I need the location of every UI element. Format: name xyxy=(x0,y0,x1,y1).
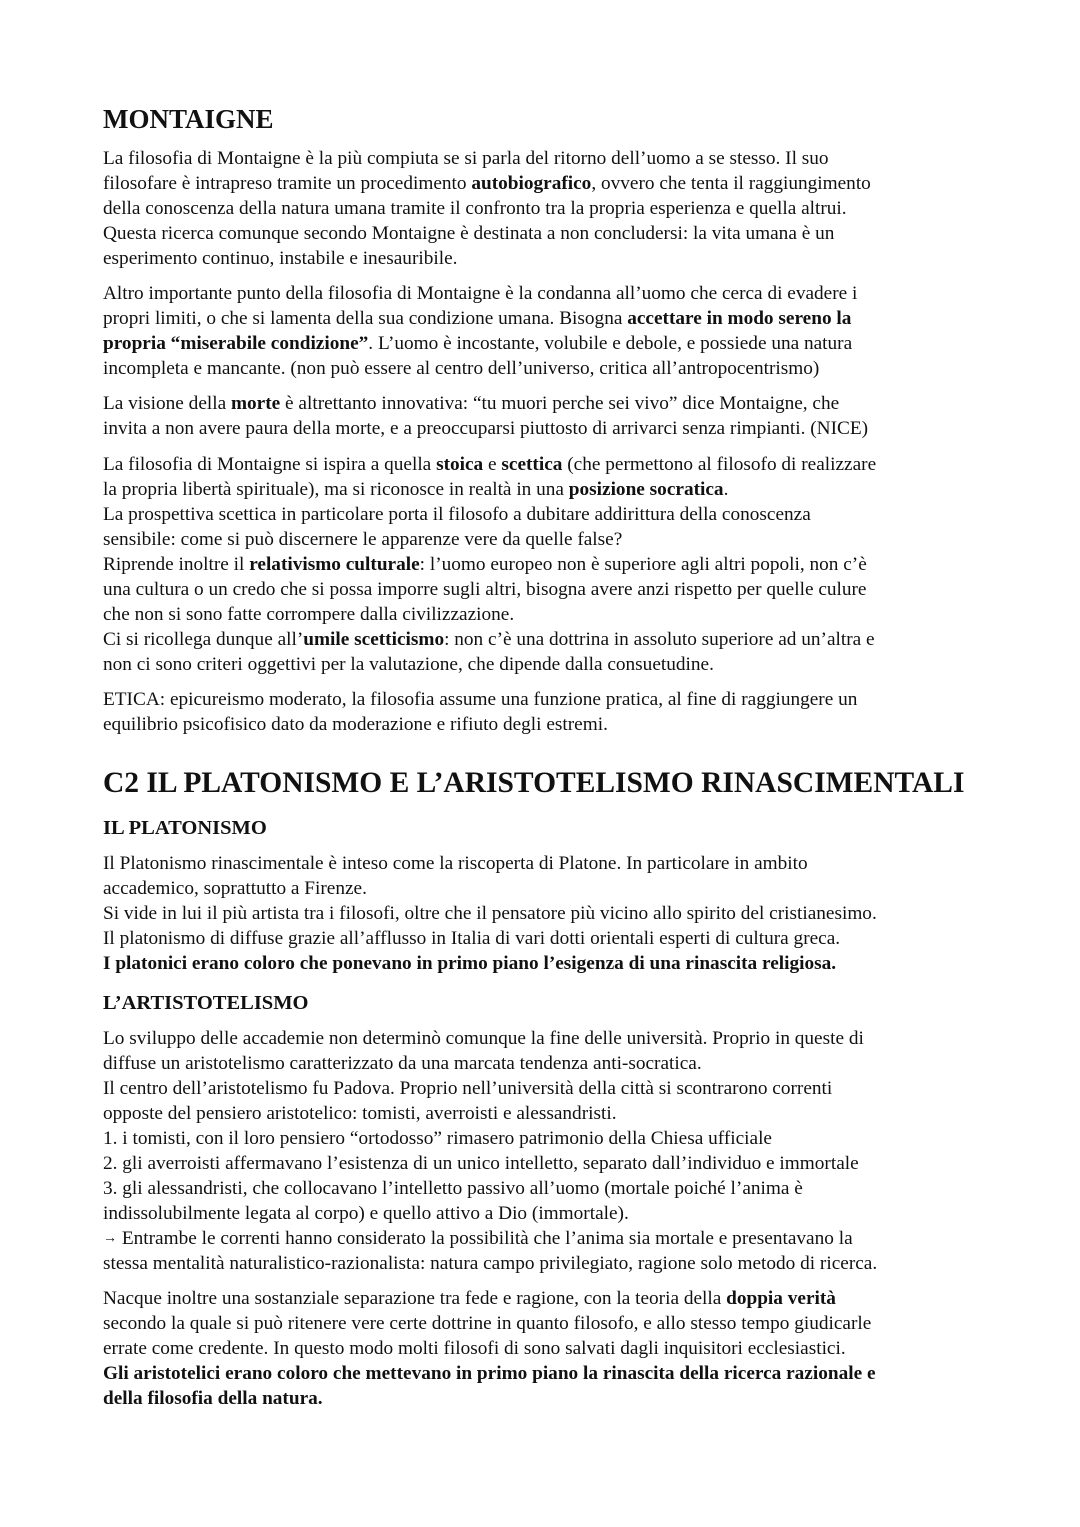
text-run: propri limiti, o che si lamenta della sua condizione umana. Bisogna xyxy=(103,308,628,329)
text-run: secondo la quale si può ritenere vere certe dottrine in quanto filosofo, e allo stesso tempo giudicarle xyxy=(103,1313,872,1334)
text-line xyxy=(103,1251,877,1276)
text-run: ETICA: epicureismo moderato, la filosofia assume una funzione pratica, al fine di raggiungere un xyxy=(103,689,858,710)
text-run: La filosofia di Montaigne è la più compiuta se si parla del ritorno dell’uomo a se stesso. Il suo xyxy=(103,148,829,169)
text-run: (che permettono al filosofo di realizzare xyxy=(562,454,877,475)
bold-text: morte xyxy=(230,393,281,414)
text-run: che non si sono fatte corrompere dalla civilizzazione. xyxy=(103,604,515,625)
text-line xyxy=(103,1176,803,1201)
text-line xyxy=(103,196,847,221)
bold-text: della filosofia della natura. xyxy=(103,1388,323,1409)
text-line xyxy=(103,331,852,356)
text-line xyxy=(103,602,514,627)
arrow-right-icon: → xyxy=(103,1231,117,1246)
text-line xyxy=(103,246,457,271)
text-run: stessa mentalità naturalistico-razionalista: natura campo privilegiato, ragione solo metodo di ricerca. xyxy=(103,1253,878,1274)
text-line xyxy=(103,687,857,712)
text-run: filosofare è intrapreso tramite un procedimento xyxy=(103,173,472,194)
text-run: diffuse un aristotelismo caratterizzato da una marcata tendenza anti-socratica. xyxy=(103,1053,702,1074)
text-run: 3. gli alessandristi, che collocavano l’intelletto passivo all’uomo (mortale poiché l’anima è xyxy=(103,1178,803,1199)
bold-text: autobiografico xyxy=(471,173,592,194)
bold-text: propria “miserabile condizione” xyxy=(103,333,369,354)
text-line xyxy=(103,502,811,527)
text-run: Lo sviluppo delle accademie non determinò comunque la fine delle università. Proprio in queste di xyxy=(103,1028,864,1049)
text-line xyxy=(103,652,714,677)
text-line xyxy=(103,712,608,737)
text-line xyxy=(103,876,367,901)
text-run: . L’uomo è incostante, volubile e debole, e possiede una natura xyxy=(368,333,853,354)
text-run: Riprende inoltre il xyxy=(103,554,250,575)
text-run: Nacque inoltre una sostanziale separazione tra fede e ragione, con la teoria della xyxy=(103,1288,727,1309)
text-line xyxy=(103,1311,871,1336)
bold-text: relativismo culturale xyxy=(249,554,420,575)
text-line xyxy=(103,1151,859,1176)
text-run: e xyxy=(483,454,502,475)
text-run: 1. i tomisti, con il loro pensiero “ortodosso” rimasero patrimonio della Chiesa ufficiale xyxy=(103,1128,772,1149)
text-run: Questa ricerca comunque secondo Montaigne è destinata a non concludersi: la vita umana è un xyxy=(103,223,835,244)
text-line xyxy=(103,356,819,381)
text-line xyxy=(103,146,829,171)
text-line xyxy=(103,477,728,502)
text-line xyxy=(103,951,836,976)
text-run: Il Platonismo rinascimentale è inteso come la riscoperta di Platone. In particolare in ambito xyxy=(103,853,808,874)
text-line xyxy=(103,1126,772,1151)
subsection-heading-aristotelismo: L’ARTISTOTELISMO xyxy=(103,992,309,1014)
text-run: accademico, soprattutto a Firenze. xyxy=(103,878,367,899)
text-line xyxy=(103,221,834,246)
text-line xyxy=(103,627,875,652)
text-line xyxy=(103,1361,876,1386)
bold-text: accettare in modo sereno la xyxy=(627,308,852,329)
text-run: La prospettiva scettica in particolare porta il filosofo a dubitare addirittura della conoscenza xyxy=(103,504,811,525)
text-line xyxy=(103,306,851,331)
text-run: . xyxy=(723,479,729,500)
text-run: della conoscenza della natura umana tramite il confronto tra la propria esperienza e quella altrui. xyxy=(103,198,847,219)
text-line xyxy=(103,452,876,477)
text-run: la propria libertà spirituale), ma si riconosce in realtà in una xyxy=(103,479,569,500)
text-run: errate come credente. In questo modo molti filosofi di sono salvati dagli inquisitori ecclesiastici. xyxy=(103,1338,846,1359)
text-run: 2. gli averroisti affermavano l’esistenza di un unico intelletto, separato dall’individuo e immortale xyxy=(103,1153,859,1174)
text-run: Il centro dell’aristotelismo fu Padova. Proprio nell’università della città si scontrarono correnti xyxy=(103,1078,833,1099)
text-run: invita a non avere paura della morte, e a preoccuparsi piuttosto di arrivarci senza rimpianti. (NICE) xyxy=(103,418,869,439)
text-run: non ci sono criteri oggettivi per la valutazione, che dipende dalla consuetudine. xyxy=(103,654,714,675)
text-run: : non c’è una dottrina in assoluto superiore ad un’altra e xyxy=(444,629,875,650)
section-heading-montaigne: MONTAIGNE xyxy=(103,104,274,134)
text-line xyxy=(103,171,871,196)
text-run: La filosofia di Montaigne si ispira a quella xyxy=(103,454,437,475)
bold-text: I platonici erano coloro che ponevano in primo piano l’esigenza di una rinascita religiosa. xyxy=(103,953,837,974)
text-line xyxy=(103,1051,702,1076)
text-run: Si vide in lui il più artista tra i filosofi, oltre che il pensatore più vicino allo spirito del cristianesimo. xyxy=(103,903,877,924)
text-run: , ovvero che tenta il raggiungimento xyxy=(591,173,871,194)
bold-text: posizione socratica xyxy=(568,479,724,500)
text-run: è altrettanto innovativa: “tu muori perche sei vivo” dice Montaigne, che xyxy=(280,393,840,414)
text-line xyxy=(103,1201,629,1226)
text-run: equilibrio psicofisico dato da moderazione e rifiuto degli estremi. xyxy=(103,714,608,735)
text-line xyxy=(103,1026,864,1051)
text-line xyxy=(103,527,622,552)
bold-text: Gli aristotelici erano coloro che mettevano in primo piano la rinascita della ricerca razionale e xyxy=(103,1363,876,1384)
bold-text: scettica xyxy=(501,454,563,475)
text-line xyxy=(103,281,857,306)
text-run: una cultura o un credo che si possa imporre sugli altri, bisogna avere anzi rispetto per quelle culure xyxy=(103,579,867,600)
text-line xyxy=(103,1286,836,1311)
bold-text: stoica xyxy=(436,454,484,475)
text-run: Altro importante punto della filosofia di Montaigne è la condanna all’uomo che cerca di evadere i xyxy=(103,283,858,304)
text-run: Il platonismo di diffuse grazie all’afflusso in Italia di vari dotti orientali esperti di cultura greca. xyxy=(103,928,841,949)
text-line xyxy=(103,926,840,951)
text-line xyxy=(103,1336,846,1361)
text-run: indissolubilmente legata al corpo) e quello attivo a Dio (immortale). xyxy=(103,1203,629,1224)
text-run: incompleta e mancante. (non può essere al centro dell’universo, critica all’antropocentrismo) xyxy=(103,358,820,379)
text-line xyxy=(103,1076,832,1101)
text-run: sensibile: come si può discernere le apparenze vere da quelle false? xyxy=(103,529,623,550)
subsection-heading-platonismo: IL PLATONISMO xyxy=(103,817,267,839)
text-run: esperimento continuo, instabile e inesauribile. xyxy=(103,248,458,269)
text-line xyxy=(103,1386,323,1411)
text-run: Entrambe le correnti hanno considerato la possibilità che l’anima sia mortale e presentavano la xyxy=(117,1228,853,1249)
text-line xyxy=(103,416,868,441)
text-line xyxy=(103,901,877,926)
text-run: : l’uomo europeo non è superiore agli altri popoli, non c’è xyxy=(419,554,867,575)
text-run: opposte del pensiero aristotelico: tomisti, averroisti e alessandristi. xyxy=(103,1103,617,1124)
text-run: Ci si ricollega dunque all’ xyxy=(103,629,304,650)
text-line xyxy=(103,391,839,416)
bold-text: doppia verità xyxy=(726,1288,836,1309)
text-line xyxy=(103,552,867,577)
bold-text: umile scetticismo xyxy=(303,629,445,650)
text-line xyxy=(103,851,808,876)
section-heading-c2: C2 IL PLATONISMO E L’ARISTOTELISMO RINASCIMENTALI xyxy=(103,767,965,799)
text-line xyxy=(103,577,867,602)
text-run: La visione della xyxy=(103,393,231,414)
text-line xyxy=(103,1101,617,1126)
text-line xyxy=(103,1226,853,1251)
